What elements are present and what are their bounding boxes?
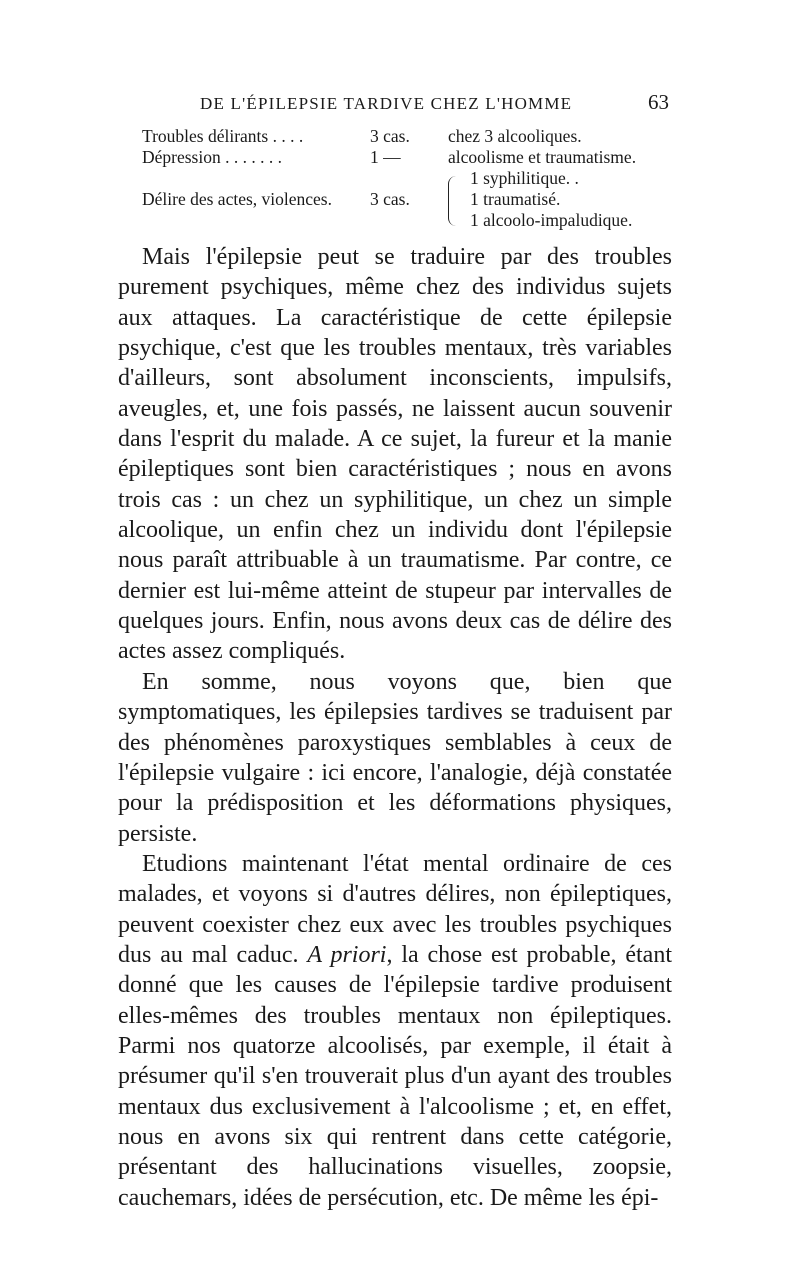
row-count: 1 — — [370, 147, 401, 167]
table-row — [142, 147, 636, 168]
paragraph — [118, 667, 672, 849]
row-count: 3 cas. — [370, 189, 410, 209]
table-row — [142, 168, 636, 231]
italic-phrase: A priori — [307, 941, 387, 968]
row-detail: chez 3 alcooliques. — [448, 126, 582, 146]
row-count: 3 cas. — [370, 126, 410, 146]
body-text — [118, 242, 672, 1213]
row-detail: 1 alcoolo-impaludique. — [470, 210, 633, 230]
paragraph-text: En somme, nous voyons que, bien que symptomatiques, les épilepsies tardives se traduisent par des phénomènes paroxystiques semblables à ceux de l'épilepsie vulgaire : ici encore, l'analogie, déjà constatée pour la prédisposition et les déformations physiques, persiste. — [118, 668, 672, 847]
page-number: 63 — [648, 90, 669, 114]
row-label: Dépression . . . . . . . — [142, 147, 282, 167]
row-detail: 1 syphilitique. . — [470, 168, 579, 188]
brace-icon — [448, 176, 459, 226]
running-title: DE L'ÉPILEPSIE TARDIVE CHEZ L'HOMME — [200, 94, 573, 113]
row-label: Troubles délirants . . . . — [142, 126, 304, 146]
page-header — [0, 92, 800, 122]
paragraph — [118, 849, 672, 1213]
table-row — [142, 126, 636, 147]
row-label: Délire des actes, violences. — [142, 189, 332, 209]
cases-table — [142, 126, 636, 231]
paragraph-text: Etudions maintenant l'état mental ordinaire de ces malades, et voyons si d'autres délires, non épileptiques, peuvent coexister chez eux avec les troubles psychiques dus au mal caduc. — [118, 850, 672, 968]
paragraph-text: Mais l'épilepsie peut se traduire par des troubles purement psychiques, même chez des individus sujets aux attaques. La caractéristique de cette épilepsie psychique, c'est que les troubles mentaux, très variables d'ailleurs, sont absolument inconscients, impulsifs, aveugles, et, une fois passés, ne laissent aucun souvenir dans l'esprit du malade. A ce sujet, la fureur et la manie épileptiques sont bien caractéristiques ; nous en avons trois cas : un chez un syphilitique, un chez un simple alcoolique, un enfin chez un individu dont l'épilepsie nous paraît attribuable à un traumatisme. Par contre, ce dernier est lui-même atteint de stupeur par intervalles de quelques jours. Enfin, nous avons deux cas de délire des actes assez compliqués. — [118, 244, 672, 665]
row-detail: 1 traumatisé. — [470, 189, 561, 209]
paragraph-text: , la chose est probable, étant donné que les causes de l'épilepsie tardive produisent elles-mêmes des troubles mentaux non épileptiques. Parmi nos quatorze alcoolisés, par exemple, il était à présumer qu'il s'en trouverait plus d'un ayant des troubles mentaux dus exclusivement à l'alcoolisme ; et, en effet, nous en avons six qui rentrent dans cette catégorie, présentant des hallucinations visuelles, zoopsie, cauchemars, idées de persécution, etc. De même les épi- — [118, 941, 673, 1211]
row-detail: alcoolisme et traumatisme. — [448, 147, 637, 167]
paragraph — [118, 242, 672, 667]
row-details — [448, 168, 636, 231]
